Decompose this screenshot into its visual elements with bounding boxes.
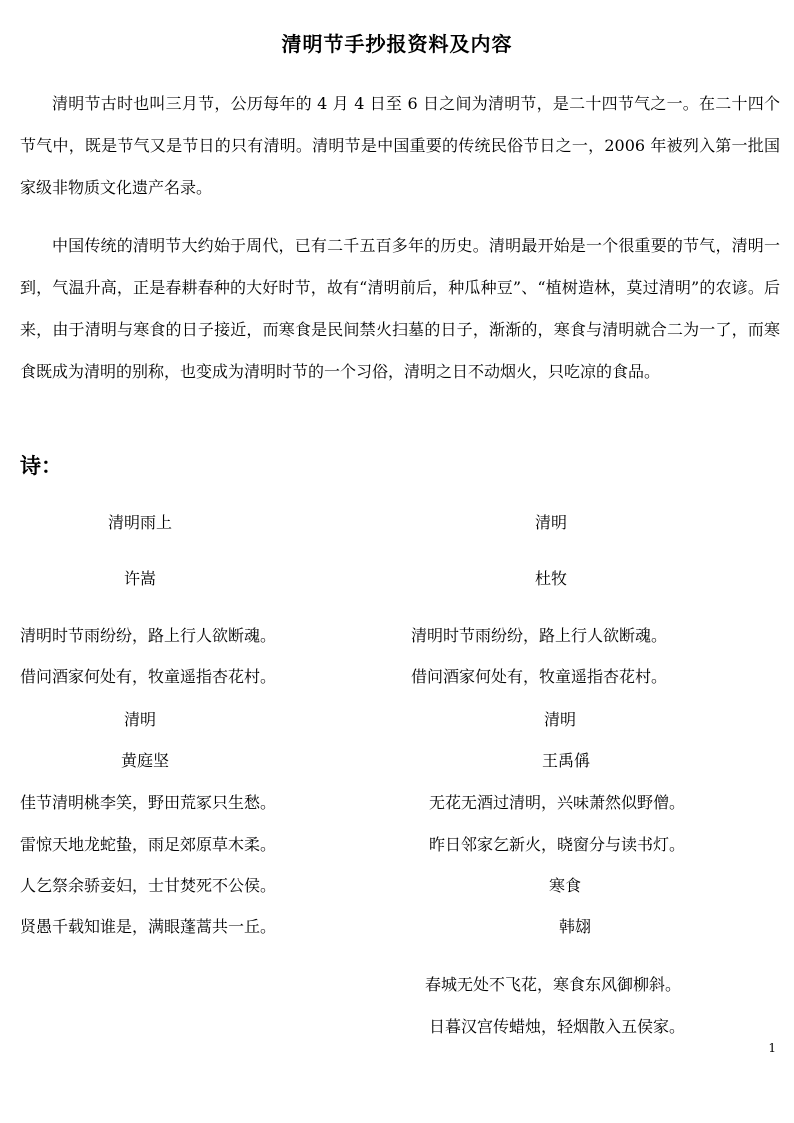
poem-line: 借问酒家何处有，牧童遥指杏花村。 xyxy=(20,667,277,686)
poem-line: 佳节清明桃李笑，野田荒冢只生愁。 xyxy=(20,793,277,812)
poem-author: 王禹偁 xyxy=(541,751,590,770)
poem-title: 清明雨上 xyxy=(107,513,172,532)
intro-paragraph-2: 中国传统的清明节大约始于周代，已有二千五百多年的历史。清明最开始是一个很重要的节气，清明一到，气温升高，正是春耕春种的大好时节，故有“清明前后，种瓜种豆”、“植树造林，莫过清明”的农谚。后来，由于清明与寒食的日子接近，而寒食是民间禁火扫墓的日子，渐渐的，寒食与清明就合二为一了，而寒食既成为清明的别称，也变成为清明时节的一个习俗，清明之日不动烟火，只吃凉的食品。 xyxy=(20,236,780,381)
poem-line: 人乞祭余骄妾妇，士甘焚死不公侯。 xyxy=(20,876,277,895)
poem-author: 韩翃 xyxy=(558,917,591,936)
poem-title: 寒食 xyxy=(548,876,581,895)
intro-paragraph-1: 清明节古时也叫三月节，公历每年的 4 月 4 日至 6 日之间为清明节，是二十四节气之一。在二十四个节气中，既是节气又是节日的只有清明。清明节是中国重要的传统民俗节日之一，2006 年被列入第一批国家级非物质文化遗产名录。 xyxy=(20,94,780,197)
poem-author: 许嵩 xyxy=(123,569,156,588)
poem-line: 清明时节雨纷纷，路上行人欲断魂。 xyxy=(20,626,277,645)
poem-title: 清明 xyxy=(123,710,156,729)
poem-author: 黄庭坚 xyxy=(120,751,169,770)
poem-line: 日暮汉宫传蜡烛，轻烟散入五侯家。 xyxy=(429,1017,686,1036)
poem-line: 雷惊天地龙蛇蛰，雨足郊原草木柔。 xyxy=(20,835,277,854)
poem-title: 清明 xyxy=(534,513,567,532)
poem-line: 清明时节雨纷纷，路上行人欲断魂。 xyxy=(411,626,668,645)
document-title: 清明节手抄报资料及内容 xyxy=(281,32,513,56)
page-number: 1 xyxy=(768,1041,776,1055)
poem-line: 借问酒家何处有，牧童遥指杏花村。 xyxy=(411,667,668,686)
poem-title: 清明 xyxy=(543,710,576,729)
poem-line: 贤愚千载知谁是，满眼蓬蒿共一丘。 xyxy=(20,917,277,936)
poem-author: 杜牧 xyxy=(534,569,567,588)
poem-line: 昨日邻家乞新火，晓窗分与读书灯。 xyxy=(429,835,686,854)
poem-line: 春城无处不飞花，寒食东风御柳斜。 xyxy=(425,975,682,994)
poems-heading: 诗： xyxy=(20,453,62,478)
poem-line: 无花无酒过清明，兴味萧然似野僧。 xyxy=(429,793,686,812)
